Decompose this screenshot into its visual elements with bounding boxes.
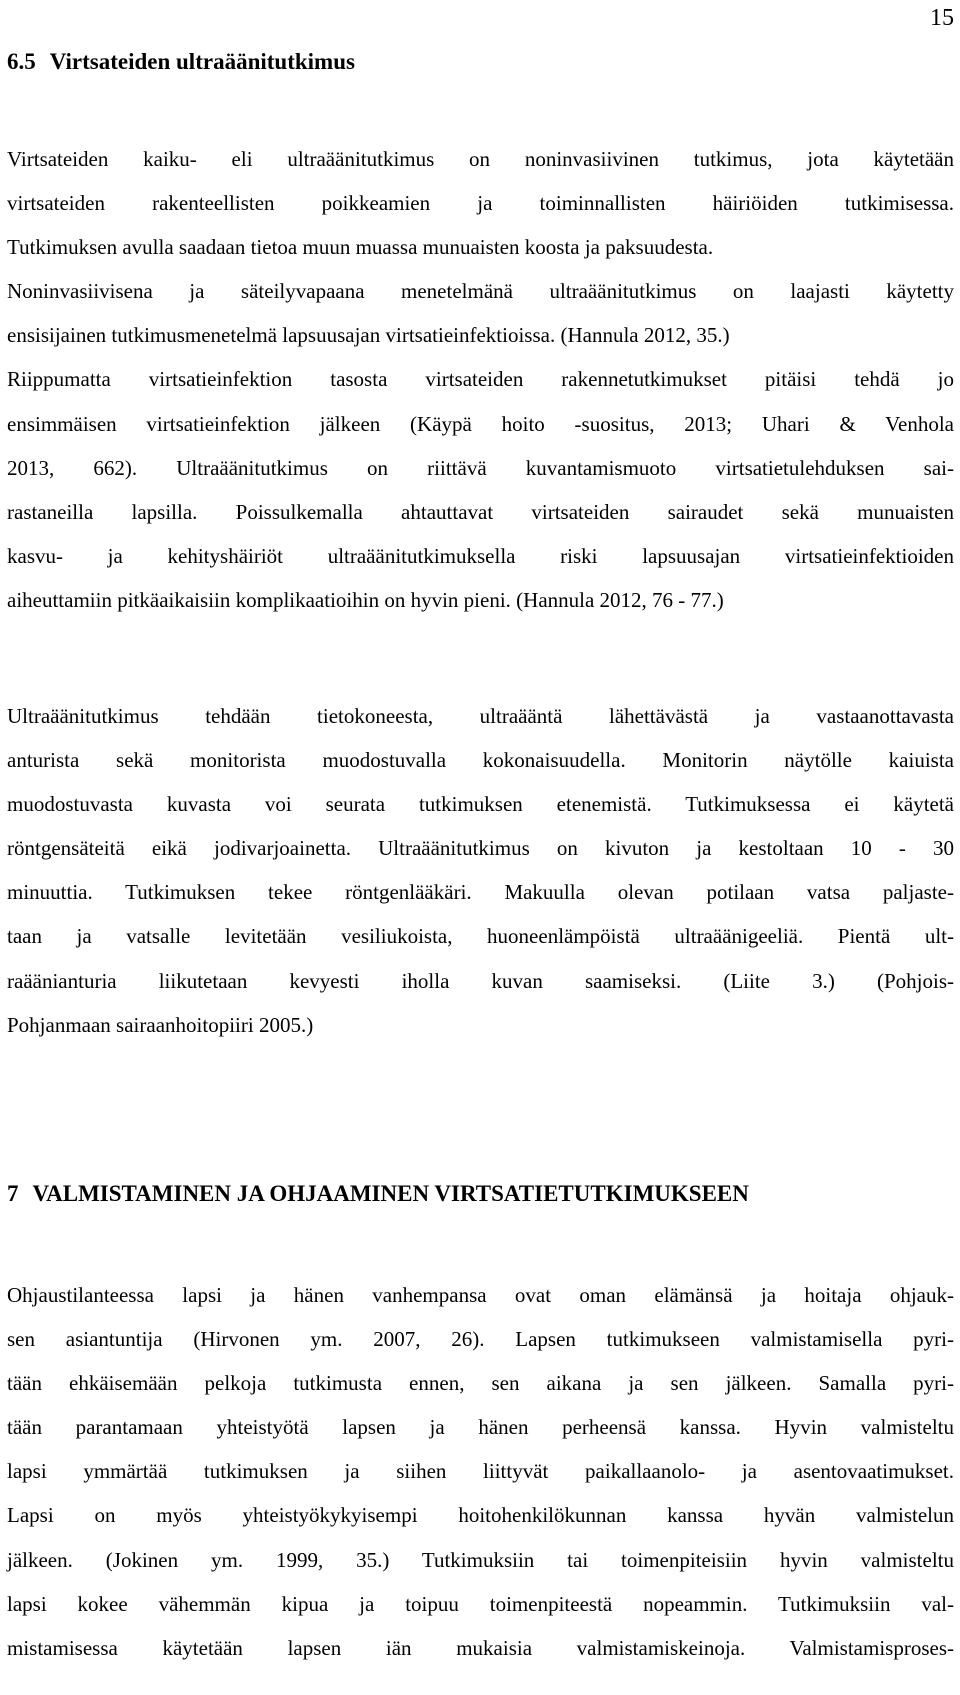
text-line: Lapsi on myös yhteistyökykyisempi hoitohenkilökunnan kanssa hyvän valmistelun bbox=[7, 1503, 954, 1528]
text-line: minuuttia. Tutkimuksen tekee röntgenlääkäri. Makuulla olevan potilaan vatsa paljaste- bbox=[7, 880, 954, 905]
text-line: Pohjanmaan sairaanhoitopiiri 2005.) bbox=[7, 1012, 314, 1037]
section-heading-6-5 bbox=[7, 44, 355, 80]
section-number: 7 bbox=[7, 1181, 19, 1206]
text-line: muodostuvasta kuvasta voi seurata tutkimuksen etenemistä. Tutkimuksessa ei käytetä bbox=[7, 792, 954, 817]
text-line: Tutkimuksen avulla saadaan tietoa muun muassa munuaisten koosta ja paksuudesta. bbox=[7, 235, 714, 260]
text-line: ensisijainen tutkimusmenetelmä lapsuusajan virtsatieinfektioissa. (Hannula 2012, 35.) bbox=[7, 323, 730, 348]
text-line: sen asiantuntija (Hirvonen ym. 2007, 26). Lapsen tutkimukseen valmistamisella pyri- bbox=[7, 1327, 954, 1352]
text-line: tään parantamaan yhteistyötä lapsen ja hänen perheensä kanssa. Hyvin valmisteltu bbox=[7, 1415, 954, 1440]
text-line: 2013, 662). Ultraäänitutkimus on riittävä kuvantamismuoto virtsatietulehduksen sai- bbox=[7, 455, 954, 480]
section-heading-7 bbox=[7, 1176, 749, 1212]
text-line: mistamisessa käytetään lapsen iän mukaisia valmistamiskeinoja. Valmistamisproses- bbox=[7, 1635, 954, 1660]
text-line: anturista sekä monitorista muodostuvalla kokonaisuudella. Monitorin näytölle kaiuista bbox=[7, 748, 954, 773]
text-line: rastaneilla lapsilla. Poissulkemalla ahtauttavat virtsateiden sairaudet sekä munuaisten bbox=[7, 499, 954, 524]
paragraph-ultrasound-intro bbox=[7, 137, 954, 622]
section-title: VALMISTAMINEN JA OHJAAMINEN VIRTSATIETUTKIMUKSEEN bbox=[32, 1181, 749, 1206]
text-line: lapsi kokee vähemmän kipua ja toipuu toimenpiteestä nopeammin. Tutkimuksiin val- bbox=[7, 1591, 954, 1616]
text-line: Noninvasiivisena ja säteilyvapaana menetelmänä ultraäänitutkimus on laajasti käytetty bbox=[7, 279, 954, 304]
text-line: röntgensäteitä eikä jodivarjoainetta. Ultraäänitutkimus on kivuton ja kestoltaan 10 - 30 bbox=[7, 836, 954, 861]
page-number: 15 bbox=[930, 5, 954, 31]
text-line: raäänianturia liikutetaan kevyesti iholla kuvan saamiseksi. (Liite 3.) (Pohjois- bbox=[7, 968, 954, 993]
text-line: tään ehkäisemään pelkoja tutkimusta ennen, sen aikana ja sen jälkeen. Samalla pyri- bbox=[7, 1371, 954, 1396]
section-number: 6.5 bbox=[7, 49, 36, 74]
text-line: virtsateiden rakenteellisten poikkeamien ja toiminnallisten häiriöiden tutkimisessa. bbox=[7, 191, 954, 216]
paragraph-ultrasound-procedure bbox=[7, 694, 954, 1047]
text-line: lapsi ymmärtää tutkimuksen ja siihen liittyvät paikallaanolo- ja asentovaatimukset. bbox=[7, 1459, 954, 1484]
text-line: Ultraäänitutkimus tehdään tietokoneesta, ultraääntä lähettävästä ja vastaanottavasta bbox=[7, 704, 954, 728]
text-line: Virtsateiden kaiku- eli ultraäänitutkimus on noninvasiivinen tutkimus, jota käytetään bbox=[7, 147, 954, 171]
paragraph-preparation bbox=[7, 1273, 954, 1670]
text-line: aiheuttamiin pitkäaikaisiin komplikaatioihin on hyvin pieni. (Hannula 2012, 76 - 77.) bbox=[7, 587, 724, 612]
text-line: Ohjaustilanteessa lapsi ja hänen vanhempansa ovat oman elämänsä ja hoitaja ohjauk- bbox=[7, 1283, 954, 1307]
section-title: Virtsateiden ultraäänitutkimus bbox=[49, 49, 355, 74]
text-line: Riippumatta virtsatieinfektion tasosta virtsateiden rakennetutkimukset pitäisi tehdä jo bbox=[7, 367, 954, 392]
text-line: taan ja vatsalle levitetään vesiliukoista, huoneenlämpöistä ultraäänigeeliä. Pientä ult- bbox=[7, 924, 954, 949]
text-line: kasvu- ja kehityshäiriöt ultraäänitutkimuksella riski lapsuusajan virtsatieinfektioiden bbox=[7, 543, 954, 568]
text-line: ensimmäisen virtsatieinfektion jälkeen (Käypä hoito -suositus, 2013; Uhari & Venhola bbox=[7, 411, 954, 436]
text-line: jälkeen. (Jokinen ym. 1999, 35.) Tutkimuksiin tai toimenpiteisiin hyvin valmisteltu bbox=[7, 1547, 954, 1572]
